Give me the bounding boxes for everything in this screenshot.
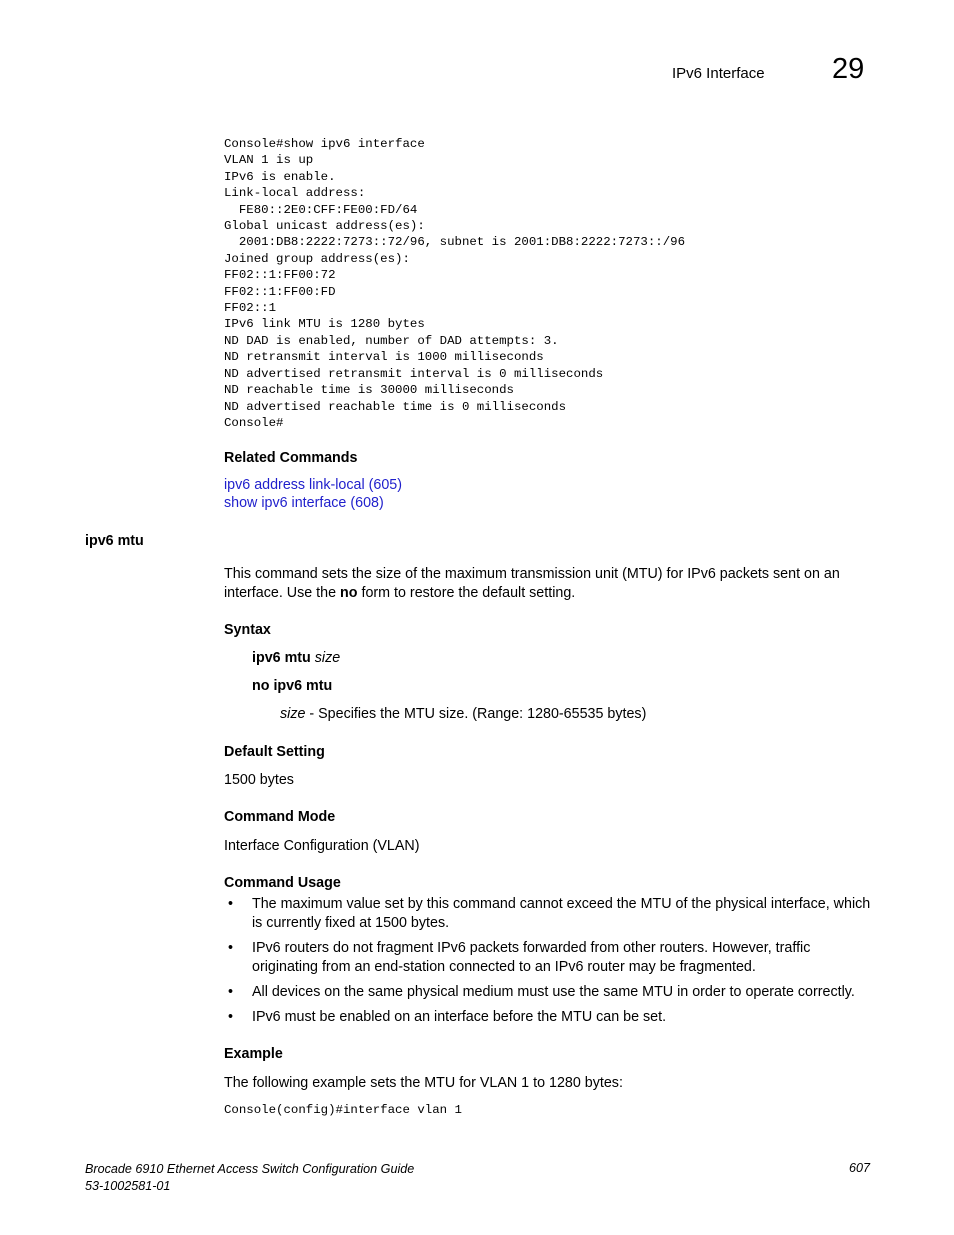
bullet-icon: • <box>228 896 234 912</box>
code-line: Console#show ipv6 interface <box>224 137 425 151</box>
code-line: FF02::1 <box>224 301 277 316</box>
command-mode-heading: Command Mode <box>224 809 336 825</box>
page-footer <box>85 1161 414 1195</box>
code-block-show-ipv6-interface <box>224 136 685 431</box>
usage-bullet: • All devices on the same physical medium must use the same MTU in order to operate correctly. <box>228 984 855 1000</box>
command-usage-list <box>224 895 874 1033</box>
related-commands-heading: Related Commands <box>224 450 358 466</box>
no-keyword: no <box>340 585 358 601</box>
running-header-title: IPv6 Interface <box>672 65 765 82</box>
code-line: IPv6 link MTU is 1280 bytes <box>224 317 425 332</box>
link-ipv6-address-link-local[interactable]: ipv6 address link-local (605) <box>224 477 402 493</box>
code-line: ND DAD is enabled, number of DAD attempts: 3. <box>224 333 559 348</box>
syntax-heading: Syntax <box>224 622 271 638</box>
bullet-icon: • <box>228 1009 234 1025</box>
code-line: VLAN 1 is up <box>224 153 314 168</box>
code-line: Joined group address(es): <box>224 251 410 266</box>
usage-bullet: • IPv6 must be enabled on an interface before the MTU can be set. <box>228 1009 667 1025</box>
code-line: Link-local address: <box>224 186 366 201</box>
code-line: Global unicast address(es): <box>224 219 425 234</box>
syntax-line-2: no ipv6 mtu <box>252 678 333 694</box>
code-line: ND reachable time is 30000 milliseconds <box>224 383 514 398</box>
default-setting-heading: Default Setting <box>224 744 325 760</box>
parameter-size: size - Specifies the MTU size. (Range: 1280-65535 bytes) <box>280 706 647 722</box>
code-line: FF02::1:FF00:72 <box>224 268 336 283</box>
usage-bullet: • The maximum value set by this command cannot exceed the MTU of the physical interface, which is currently fixed at 1500 bytes. <box>228 896 871 931</box>
link-show-ipv6-interface[interactable]: show ipv6 interface (608) <box>224 495 384 511</box>
command-title: ipv6 mtu <box>85 533 144 549</box>
default-setting-value: 1500 bytes <box>224 772 294 788</box>
page-number: 607 <box>849 1161 871 1175</box>
example-heading: Example <box>224 1046 283 1062</box>
description-line-2: interface. Use the no form to restore the default setting. <box>224 585 576 601</box>
command-mode-value: Interface Configuration (VLAN) <box>224 838 420 854</box>
code-line: ND advertised retransmit interval is 0 milliseconds <box>224 366 604 381</box>
code-line: 2001:DB8:2222:7273::72/96, subnet is 2001:DB8:2222:7273::/96 <box>224 235 686 250</box>
syntax-line-1: ipv6 mtu size <box>252 650 341 666</box>
chapter-number: 29 <box>832 53 865 85</box>
code-line: FF02::1:FF00:FD <box>224 284 336 299</box>
footer-guide-title: Brocade 6910 Ethernet Access Switch Configuration Guide <box>85 1162 415 1176</box>
footer-doc-id: 53-1002581-01 <box>85 1179 171 1193</box>
bullet-icon: • <box>228 940 234 956</box>
example-text: The following example sets the MTU for VLAN 1 to 1280 bytes: <box>224 1075 623 1091</box>
example-code: Console(config)#interface vlan 1 <box>224 1103 462 1117</box>
code-line: Console# <box>224 415 284 430</box>
command-description <box>224 565 874 603</box>
bullet-icon: • <box>228 984 234 1000</box>
description-line-1: This command sets the size of the maximum transmission unit (MTU) for IPv6 packets sent on an <box>224 566 840 582</box>
usage-bullet: • IPv6 routers do not fragment IPv6 packets forwarded from other routers. However, traffic originating from an end-station connected to an IPv6 router may be fragmented. <box>228 940 811 975</box>
code-line: ND retransmit interval is 1000 milliseconds <box>224 350 544 365</box>
code-line: FE80::2E0:CFF:FE00:FD/64 <box>224 202 418 217</box>
code-line: ND advertised reachable time is 0 milliseconds <box>224 399 567 414</box>
code-line: IPv6 is enable. <box>224 169 336 184</box>
command-usage-heading: Command Usage <box>224 875 341 891</box>
